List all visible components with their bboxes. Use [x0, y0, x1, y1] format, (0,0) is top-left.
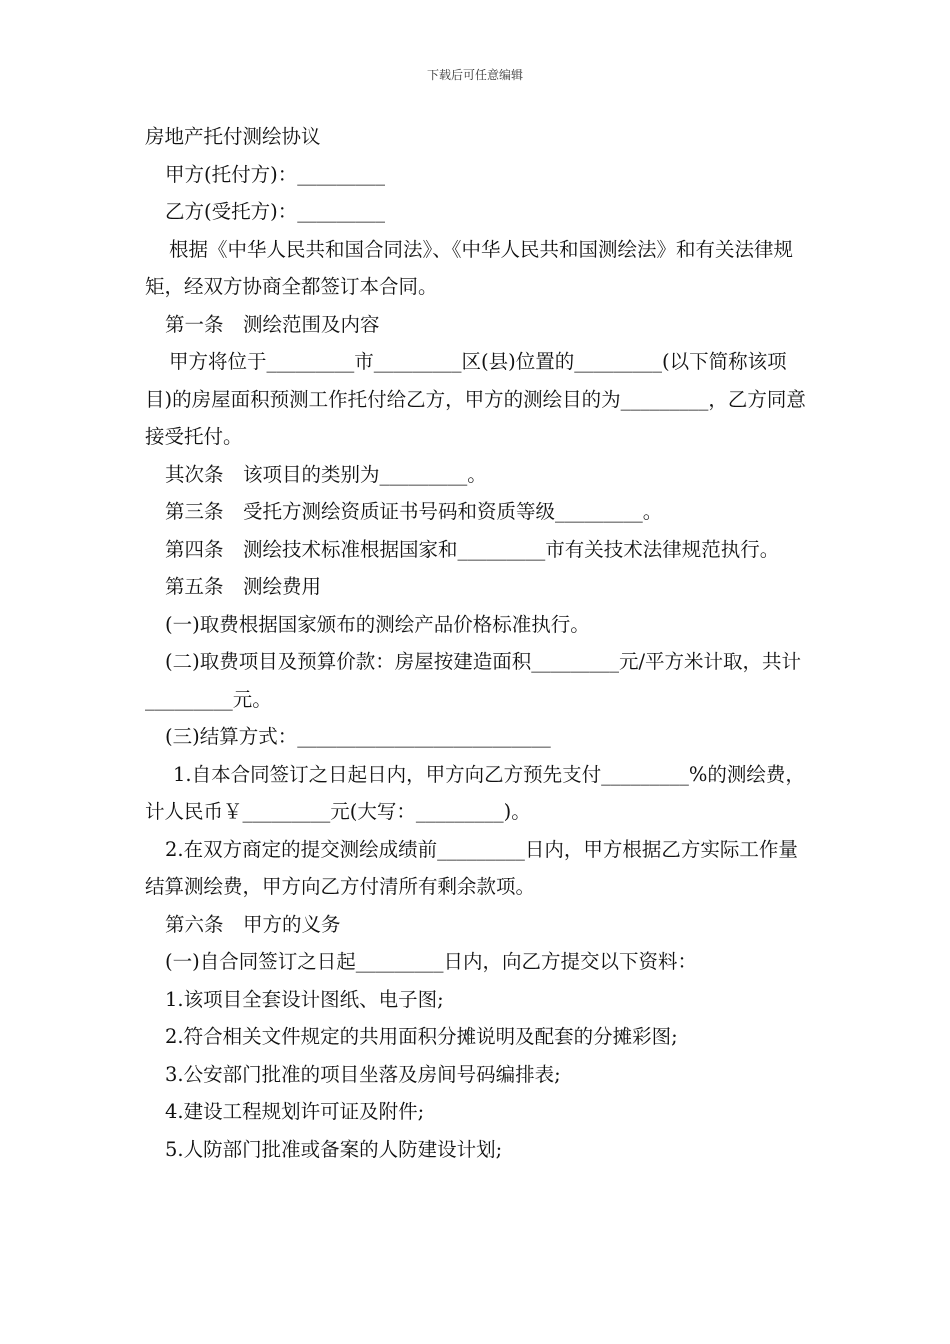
- article-5-item-3-1: 1.自本合同签订之日起日内，甲方向乙方预先支付_________%的测绘费，计人民币￥_________元(大写：_________)。: [145, 762, 805, 823]
- article-6-heading: 第六条 甲方的义务: [165, 912, 341, 936]
- document-body: [145, 118, 809, 1168]
- article-6-item-1: (一)自合同签订之日起_________日内，向乙方提交以下资料：: [165, 950, 697, 973]
- list-item: 2.符合相关文件规定的共用面积分摊说明及配套的分摊彩图;: [165, 1025, 678, 1048]
- preamble-paragraph: 根据《中华人民共和国合同法》、《中华人民共和国测绘法》和有关法律规矩，经双方协商全都签订本合同。: [145, 237, 794, 298]
- article-3: 第三条 受托方测绘资质证书号码和资质等级_________。: [165, 500, 663, 523]
- document-title: 房地产托付测绘协议: [145, 125, 321, 148]
- list-item: 3.公安部门批准的项目坐落及房间号码编排表;: [165, 1062, 561, 1086]
- article-2: 其次条 该项目的类别为_________。: [165, 462, 487, 486]
- article-5-item-2: (二)取费项目及预算价款：房屋按建造面积_________元/平方米计取，共计_________元。: [145, 650, 802, 711]
- article-1-body: 甲方将位于_________市_________区(县)位置的_________(以下简称该项目)的房屋面积预测工作托付给乙方，甲方的测绘目的为_________，乙方同意接受托付。: [145, 350, 806, 448]
- list-item: 5.人防部门批准或备案的人防建设计划;: [165, 1137, 503, 1161]
- page-header: 下载后可任意编辑: [426, 68, 523, 82]
- article-5-item-3-2: 2.在双方商定的提交测绘成绩前_________日内，甲方根据乙方实际工作量结算测绘费，甲方向乙方付清所有剩余款项。: [145, 837, 798, 898]
- list-item: 1.该项目全套设计图纸、电子图;: [165, 987, 444, 1011]
- article-4: 第四条 测绘技术标准根据国家和_________市有关技术法律规范执行。: [165, 537, 780, 561]
- party-b-line: 乙方(受托方)：_________: [165, 200, 385, 223]
- list-item: 4.建设工程规划许可证及附件;: [165, 1100, 425, 1123]
- article-5-item-3: (三)结算方式：__________________________: [165, 725, 551, 748]
- article-5-item-1: (一)取费根据国家颁布的测绘产品价格标准执行。: [165, 612, 590, 636]
- party-a-line: 甲方(托付方)：_________: [165, 162, 385, 186]
- article-1-heading: 第一条 测绘范围及内容: [165, 312, 380, 336]
- article-5-heading: 第五条 测绘费用: [165, 575, 322, 598]
